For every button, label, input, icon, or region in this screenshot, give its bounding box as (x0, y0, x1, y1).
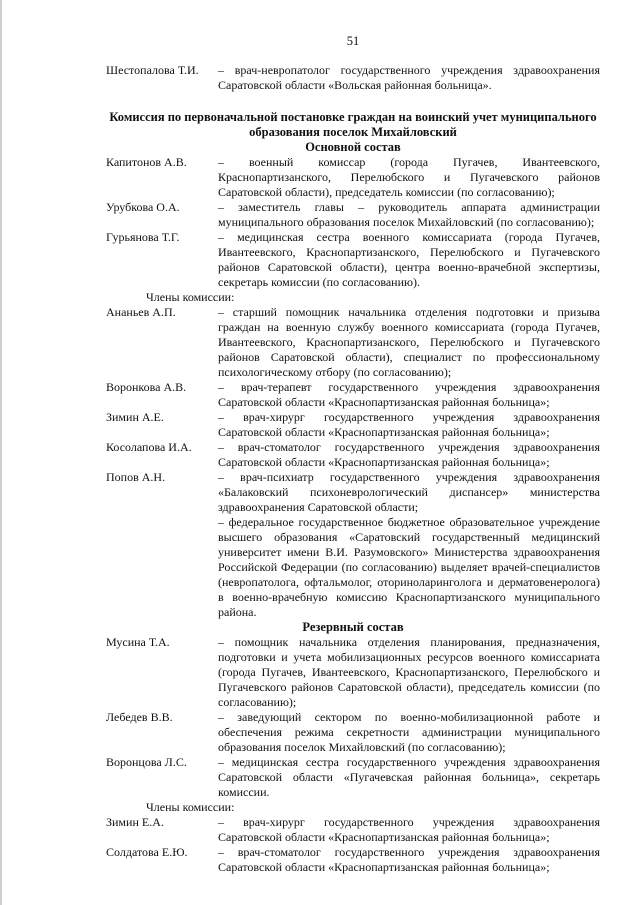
list-item (106, 470, 600, 515)
list-item (106, 710, 600, 755)
position-description: – врач-стоматолог государственного учреждения здравоохранения Саратовской области «Краснопартизанская районная больница»; (218, 440, 600, 469)
person-name: Шестопалова Т.И. (106, 63, 199, 77)
list-item (106, 815, 600, 845)
list-item (106, 845, 600, 875)
main-leaders-list (106, 155, 600, 290)
top-entries (106, 63, 600, 93)
position-description: – медицинская сестра военного комиссариата (города Пугачев, Ивантеевского, Краснопартизанского, Перелюбского и Пугачевского районов Саратовской области), центра военно-врачебной экспертизы, секретарь комиссии (по согласованию). (218, 230, 600, 289)
person-name: Гурьянова Т.Г. (106, 230, 180, 244)
list-item (106, 515, 600, 620)
person-name: Урубкова О.А. (106, 200, 180, 214)
main-composition-heading: Основной состав (305, 140, 401, 154)
person-name: Косолапова И.А. (106, 440, 192, 454)
person-name: Лебедев В.В. (106, 710, 173, 724)
page-number: 51 (346, 34, 360, 48)
position-description: – медицинская сестра государственного учреждения здравоохранения Саратовской области «Пугачевская районная больница», секретарь комиссии. (218, 755, 600, 799)
person-name: Воронцова Л.С. (106, 755, 187, 769)
position-description: – врач-хирург государственного учреждения здравоохранения Саратовской области «Краснопартизанская районная больница»; (218, 815, 600, 844)
position-description: – врач-невропатолог государственного учреждения здравоохранения Саратовской области «Вольская районная больница». (218, 63, 600, 92)
list-item (106, 755, 600, 800)
position-description: – федеральное государственное бюджетное образовательное учреждение высшего образования «Саратовский государственный медицинский университет имени В.И. Разумовского» Министерства здравоохранения Российской Федерации (по согласованию) выделяет врачей-специалистов (невропатолога, офтальмолог, оториноларинголога и дерматовенеролога) в военно-врачебную комиссию Краснопартизанского муниципального района. (218, 515, 600, 619)
person-name: Солдатова Е.Ю. (106, 845, 188, 859)
position-description: – врач-терапевт государственного учреждения здравоохранения Саратовской области «Краснопартизанская районная больница»; (218, 380, 600, 409)
list-item (106, 230, 600, 290)
main-members-list (106, 305, 600, 620)
list-item (106, 305, 600, 380)
person-name: Зимин А.Е. (106, 410, 164, 424)
position-description: – врач-стоматолог государственного учреждения здравоохранения Саратовской области «Краснопартизанская районная больница»; (218, 845, 600, 874)
list-item (106, 440, 600, 470)
position-description: – врач-психиатр государственного учреждения здравоохранения «Балаковский психоневрологический диспансер» министерства здравоохранения Саратовской области; (218, 470, 600, 514)
person-name: Воронкова А.В. (106, 380, 187, 394)
position-description: – заместитель главы – руководитель аппарата администрации муниципального образования поселок Михайловский (по согласованию); (218, 200, 600, 229)
members-label: Члены комиссии: (146, 290, 235, 304)
reserve-composition-heading: Резервный состав (302, 620, 404, 634)
reserve-leaders-list (106, 635, 600, 800)
list-item (106, 63, 600, 93)
commission-title: Комиссия по первоначальной постановке граждан на воинский учет муниципального образования поселок Михайловский (109, 110, 597, 139)
document-content (106, 34, 600, 875)
list-item (106, 380, 600, 410)
person-name: Зимин Е.А. (106, 815, 164, 829)
person-name: Ананьев А.П. (106, 305, 176, 319)
list-item (106, 155, 600, 200)
list-item (106, 200, 600, 230)
person-name: Капитонов А.В. (106, 155, 187, 169)
person-name: Мусина Т.А. (106, 635, 170, 649)
reserve-members-list (106, 815, 600, 875)
list-item (106, 410, 600, 440)
position-description: – врач-хирург государственного учреждения здравоохранения Саратовской области «Краснопартизанская районная больница»; (218, 410, 600, 439)
person-name: Попов А.Н. (106, 470, 166, 484)
position-description: – военный комиссар (города Пугачев, Ивантеевского, Краснопартизанского, Перелюбского и Пугачевского районов Саратовской области), председатель комиссии (по согласованию); (218, 155, 600, 199)
reserve-members-label: Члены комиссии: (146, 800, 235, 814)
list-item (106, 635, 600, 710)
position-description: – помощник начальника отделения планирования, предназначения, подготовки и учета мобилизационных ресурсов военного комиссариата (города Пугачев, Ивантеевского, Краснопартизанского, Перелюбского и Пугачевского районов Саратовской области), председатель комиссии (по согласованию); (218, 635, 600, 709)
position-description: – заведующий сектором по военно-мобилизационной работе и обеспечения режима секретности администрации муниципального образования поселок Михайловский (по согласованию); (218, 710, 600, 754)
position-description: – старший помощник начальника отделения подготовки и призыва граждан на военную службу военного комиссариата (города Пугачев, Ивантеевского, Краснопартизанского, Перелюбского и Пугачевского районов Саратовской области), специалист по профессиональному психологическому отбору (по согласованию); (218, 305, 600, 379)
